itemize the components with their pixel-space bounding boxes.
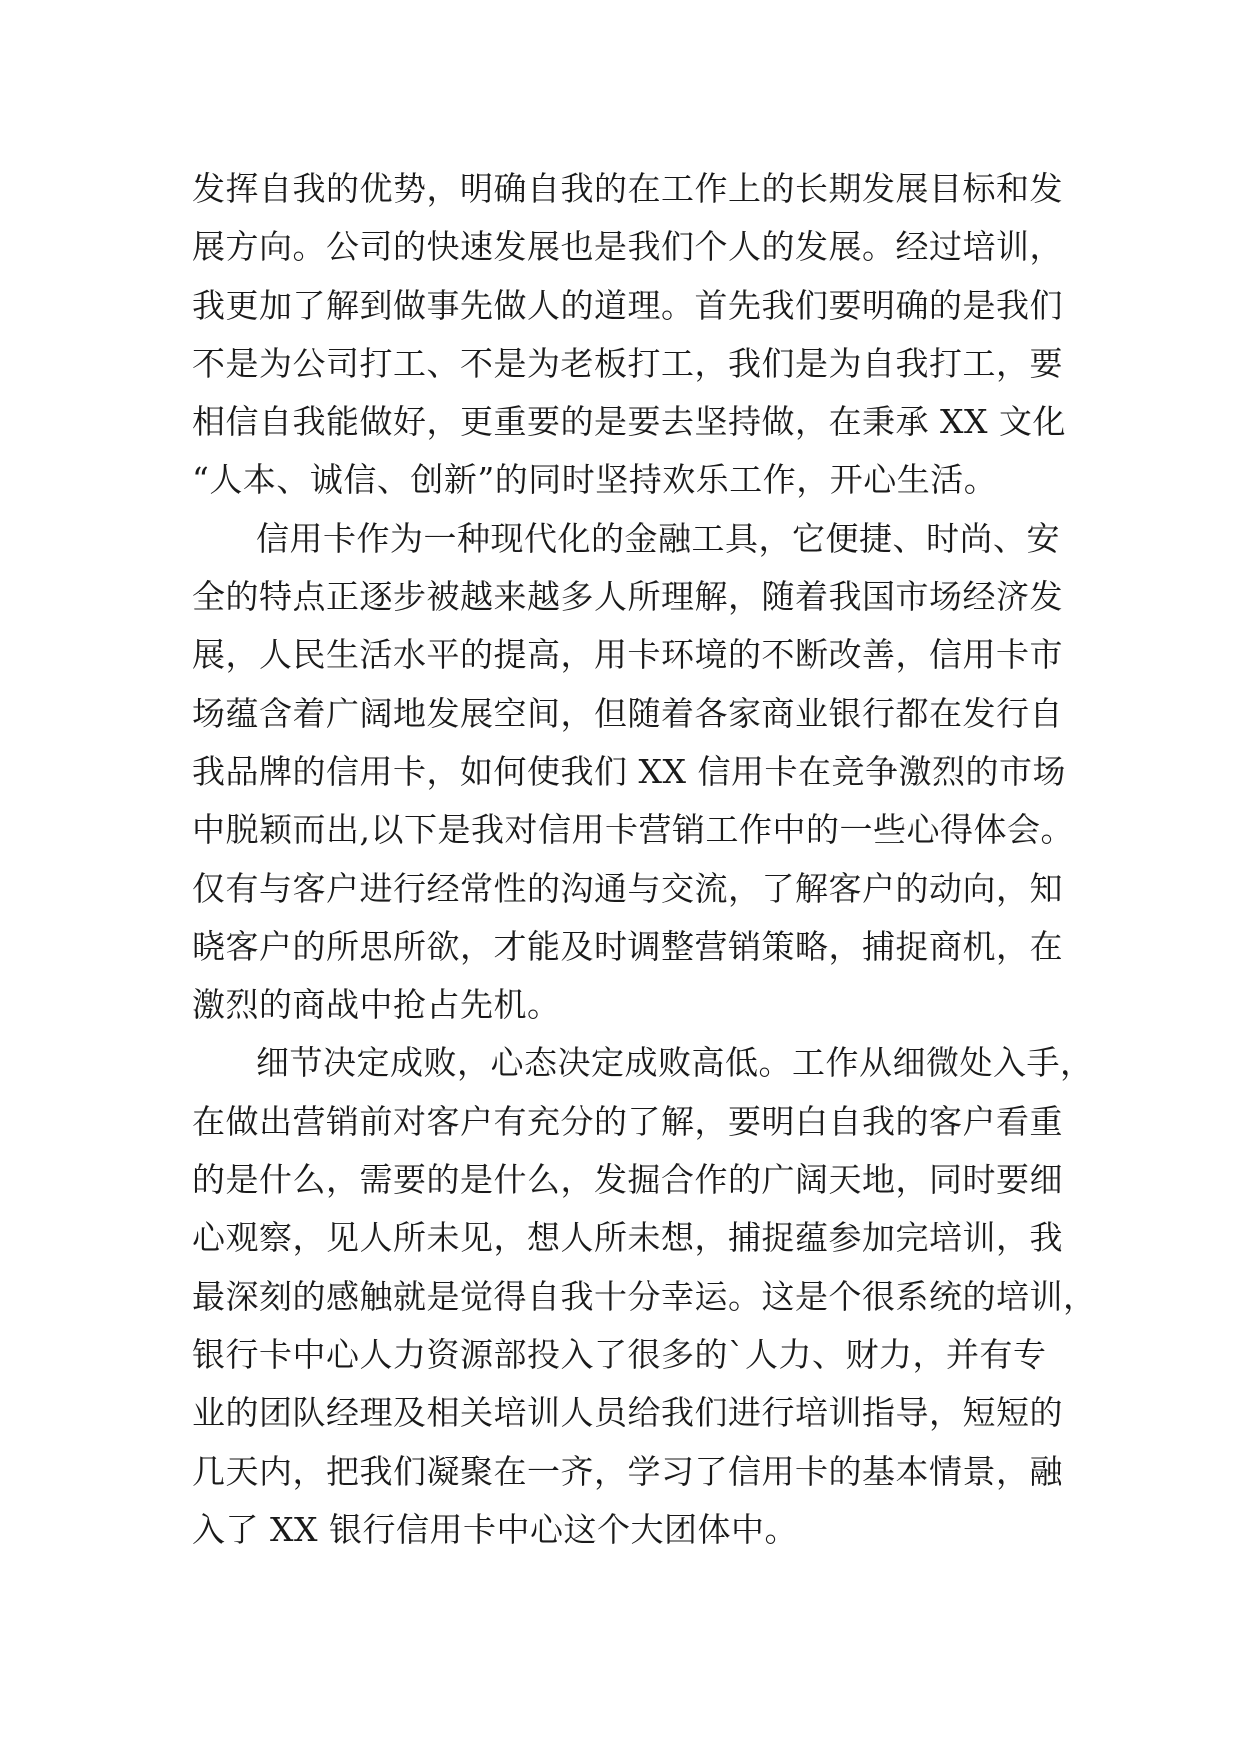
text-line: 相信自我能做好，更重要的是要去坚持做，在秉承 XX 文化 (192, 402, 1066, 442)
text-line: 业的团队经理及相关培训人员给我们进行培训指导，短短的 (192, 1393, 1063, 1433)
paragraph-first-line: 细节决定成败，心态决定成败高低。工作从细微处入手， (256, 1043, 1094, 1083)
text-line: 心观察，见人所未见，想人所未想，捕捉蕴参加完培训，我 (192, 1218, 1063, 1258)
text-line: 中脱颖而出,以下是我对信用卡营销工作中的一些心得体会。 (192, 810, 1074, 850)
text-line: 我品牌的信用卡，如何使我们 XX 信用卡在竞争激烈的市场 (192, 751, 1066, 791)
text-line: 不是为公司打工、不是为老板打工，我们是为自我打工，要 (192, 343, 1063, 383)
text-line: 仅有与客户进行经常性的沟通与交流，了解客户的动向，知 (192, 868, 1063, 908)
text-line: 银行卡中心人力资源部投入了很多的`人力、财力，并有专 (192, 1334, 1047, 1374)
document-body (192, 160, 1097, 1559)
text-line: 的是什么，需要的是什么，发掘合作的广阔天地，同时要细 (192, 1160, 1063, 1200)
text-line: 场蕴含着广阔地发展空间，但随着各家商业银行都在发行自 (192, 693, 1063, 733)
text-line: 展，人民生活水平的提高，用卡环境的不断改善，信用卡市 (192, 635, 1063, 675)
text-line: 全的特点正逐步被越来越多人所理解，随着我国市场经济发 (192, 577, 1063, 617)
text-line: 我更加了解到做事先做人的道理。首先我们要明确的是我们 (192, 285, 1063, 325)
text-line: 晓客户的所思所欲，才能及时调整营销策略，捕捉商机，在 (192, 926, 1063, 966)
text-line: 在做出营销前对客户有充分的了解，要明白自我的客户看重 (192, 1101, 1063, 1141)
text-line: 几天内，把我们凝聚在一齐，学习了信用卡的基本情景，融 (192, 1451, 1063, 1491)
text-line: 展方向。公司的快速发展也是我们个人的发展。经过培训， (192, 227, 1063, 267)
text-line: “人本、诚信、创新”的同时坚持欢乐工作，开心生活。 (192, 460, 998, 500)
text-line: 激烈的商战中抢占先机。 (192, 985, 561, 1025)
paragraph-first-line: 信用卡作为一种现代化的金融工具，它便捷、时尚、安 (256, 518, 1060, 558)
text-line: 入了 XX 银行信用卡中心这个大团体中。 (192, 1509, 798, 1549)
text-line: 最深刻的感触就是觉得自我十分幸运。这是个很系统的培训， (192, 1276, 1097, 1316)
text-line: 发挥自我的优势，明确自我的在工作上的长期发展目标和发 (192, 169, 1063, 208)
